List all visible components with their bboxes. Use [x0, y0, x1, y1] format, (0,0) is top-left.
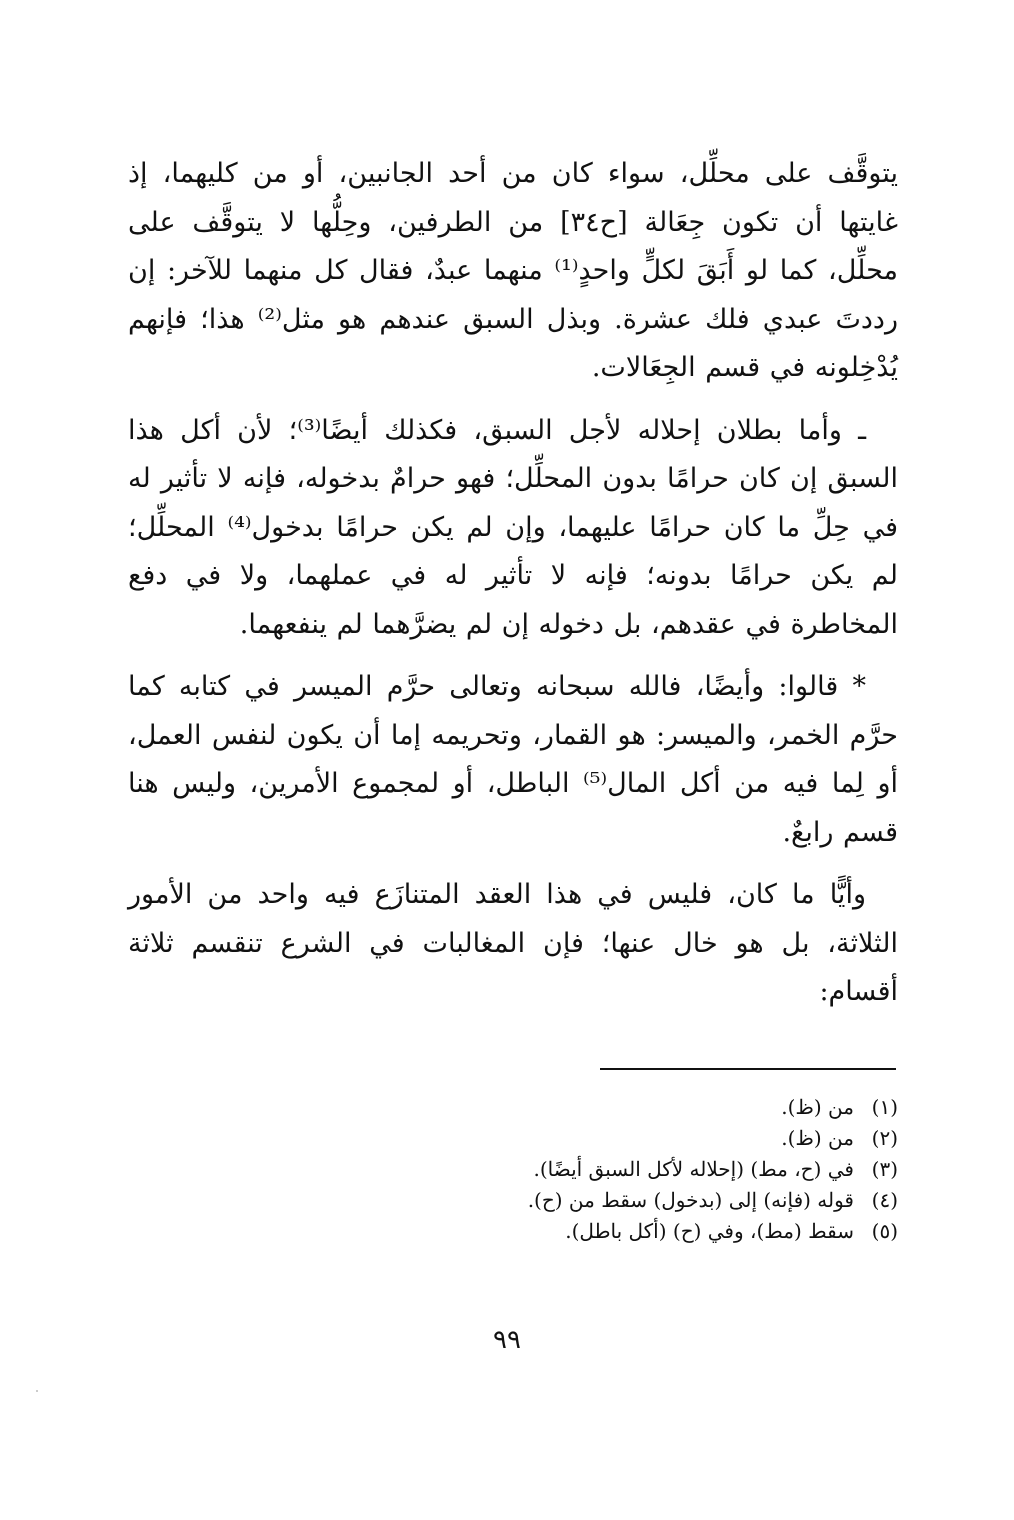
- footnote-text: سقط (مط)، وفي (ح) (أكل باطل).: [565, 1219, 854, 1243]
- footnote-number: (١): [871, 1095, 898, 1119]
- page-number: ٩٩: [493, 1325, 521, 1355]
- footnote-number: (٥): [871, 1219, 898, 1243]
- paragraph-4: وأيًّا ما كان، فليس في هذا العقد المتنازَع فيه واحد من الأمور الثلاثة، بل هو خال عنها؛ فإن المغالبات في الشرع تنقسم ثلاثة أقسام:: [128, 879, 898, 1007]
- paragraph-2: ـ وأما بطلان إحلاله لأجل السبق، فكذلك أيضًا⁽³⁾؛ لأن أكل هذا السبق إن كان حرامًا بدون المحلِّل؛ فهو حرامٌ بدخوله، فإنه لا تأثير له في حِلِّ ما كان حرامًا عليهما، وإن لم يكن حرامًا بدخول⁽⁴⁾ المحلِّل؛ لم يكن حرامًا بدونه؛ فإنه لا تأثير له في عملهما، ولا في دفع المخاطرة في عقدهم، بل دخوله إن لم يضرَّهما لم ينفعهما.: [128, 414, 898, 640]
- footnote-text: في (ح، مط) (إحلاله لأكل السبق أيضًا).: [533, 1157, 854, 1181]
- footnote-number: (٢): [871, 1126, 898, 1150]
- footnote-item: [128, 1185, 898, 1216]
- footnote-number: (٤): [871, 1188, 898, 1212]
- footnote-item: [128, 1092, 898, 1123]
- paragraph-3: * قالوا: وأيضًا، فالله سبحانه وتعالى حرَّم الميسر في كتابه كما حرَّم الخمر، والميسر: هو القمار، وتحريمه إما أن يكون لنفس العمل، أو لِما فيه من أكل المال⁽⁵⁾ الباطل، أو لمجموع الأمرين، وليس هنا قسم رابعٌ.: [128, 671, 898, 848]
- footnote-text: من (ظ).: [781, 1095, 854, 1119]
- footnote-divider: [600, 1068, 896, 1070]
- footnote-text: قوله (فإنه) إلى (بدخول) سقط من (ح).: [527, 1188, 854, 1212]
- footnote-item: [128, 1154, 898, 1185]
- footnote-number: (٣): [871, 1157, 898, 1181]
- scan-speck: [36, 1390, 38, 1392]
- footnotes-list: [128, 1092, 898, 1247]
- footnote-item: [128, 1123, 898, 1154]
- paragraph-1: يتوقَّف على محلِّل، سواء كان من أحد الجانبين، أو من كليهما، إذ غايتها أن تكون جِعَالة [ح٣٤] من الطرفين، وحِلُّها لا يتوقَّف على محلِّل، كما لو أَبَقَ لكلٍّ واحدٍ⁽¹⁾ منهما عبدٌ، فقال كل منهما للآخر: إن رددتَ عبدي فلك عشرة. وبذل السبق عندهم هو مثل⁽²⁾ هذا؛ فإنهم يُدْخِلونه في قسم الجِعَالات.: [128, 158, 899, 383]
- footnote-text: من (ظ).: [781, 1126, 854, 1150]
- footnote-item: [128, 1216, 898, 1247]
- main-text: [128, 150, 898, 1031]
